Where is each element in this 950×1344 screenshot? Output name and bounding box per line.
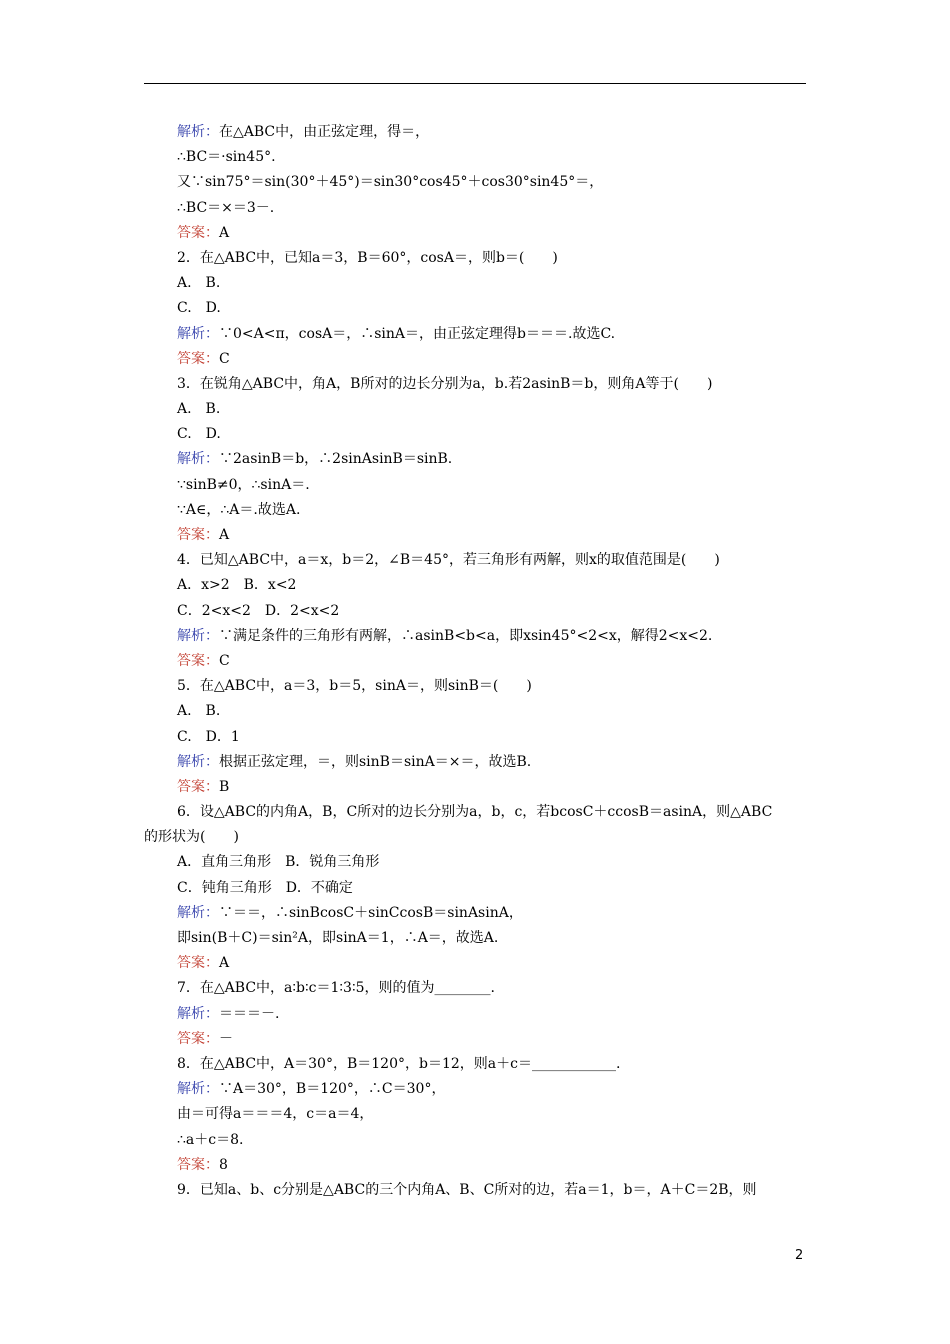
line-text: C. D. (177, 426, 221, 443)
line-text: A. B. (177, 401, 221, 418)
line-text: C (219, 652, 230, 669)
line-text: ∵＝＝，∴sinBcosC＋sinCcosB＝sinAsinA， (219, 904, 523, 921)
line-text: A．x>2 B．x<2 (177, 577, 297, 594)
analysis-line (144, 1002, 806, 1027)
line-text: － (219, 1030, 233, 1047)
question-line (144, 246, 806, 271)
answer-label: 答案： (177, 778, 219, 795)
question-line (144, 1178, 806, 1203)
line-text: ∵2asinB＝b，∴2sinAsinB＝sinB. (219, 451, 453, 468)
line-text: ∵满足条件的三角形有两解，∴asinB<b<a，即xsin45°<2<x，解得2<x<2. (219, 627, 713, 644)
body-line (144, 422, 806, 447)
body-line (144, 1128, 806, 1153)
analysis-label: 解析： (177, 904, 219, 921)
line-text: 又∵sin75°＝sin(30°＋45°)＝sin30°cos45°＋cos30°sin45°＝， (177, 174, 604, 191)
line-text: 的形状为( ) (144, 829, 239, 846)
analysis-label: 解析： (177, 325, 219, 342)
line-text: A. B. (177, 275, 221, 292)
line-text: ∵A＝30°，B＝120°，∴C＝30°， (219, 1081, 446, 1098)
line-text: A．直角三角形 B．锐角三角形 (177, 854, 380, 871)
line-text: A. B. (177, 703, 221, 720)
line-text: 8 (219, 1156, 228, 1173)
answer-label: 答案： (177, 350, 219, 367)
body-line (144, 196, 806, 221)
line-text: C．2<x<2 D．2<x<2 (177, 602, 340, 619)
answer-line (144, 951, 806, 976)
line-text: 2．在△ABC中，已知a＝3，B＝60°，cosA＝，则b＝( ) (177, 249, 558, 266)
question-line (144, 548, 806, 573)
body-line (144, 573, 806, 598)
line-text: C. D．1 (177, 728, 240, 745)
line-text: 7．在△ABC中，a∶b∶c＝1∶3∶5，则的值为________. (177, 980, 495, 997)
line-text: 即sin(B＋C)＝sin²A，即sinA＝1，∴A＝，故选A. (177, 930, 499, 946)
question-line (144, 976, 806, 1001)
line-text: 由＝可得a＝＝＝4，c＝a＝4， (177, 1106, 374, 1123)
answer-label: 答案： (177, 527, 219, 543)
line-text: A (219, 527, 230, 543)
line-text: C (219, 350, 230, 367)
line-text: 5．在△ABC中，a＝3，b＝5，sinA＝，则sinB＝( ) (177, 678, 532, 695)
body-line (144, 599, 806, 624)
body-line (144, 296, 806, 321)
line-text: ∵sinB≠0，∴sinA＝. (177, 476, 310, 493)
analysis-label: 解析： (177, 124, 219, 140)
answer-label: 答案： (177, 955, 219, 972)
analysis-line (144, 750, 806, 775)
line-text: C．钝角三角形 D．不确定 (177, 879, 353, 896)
answer-line (144, 221, 806, 246)
body-line (144, 145, 806, 170)
document-body (144, 120, 806, 1203)
line-text: 在△ABC中，由正弦定理，得＝， (219, 124, 430, 140)
header-rule (144, 83, 806, 84)
line-text: ＝＝＝－. (219, 1005, 280, 1022)
analysis-label: 解析： (177, 627, 219, 644)
answer-line (144, 775, 806, 800)
line-text: 根据正弦定理，＝，则sinB＝sinA＝×＝，故选B. (219, 753, 532, 770)
line-text: A (219, 955, 230, 972)
answer-line (144, 1153, 806, 1178)
question-line (144, 1052, 806, 1077)
line-text: 9．已知a、b、c分别是△ABC的三个内角A、B、C所对的边，若a＝1，b＝，A＋C＝2B，则 (177, 1181, 757, 1198)
question-line (144, 372, 806, 397)
answer-label: 答案： (177, 224, 219, 241)
analysis-line (144, 1077, 806, 1102)
line-text: 3．在锐角△ABC中，角A，B所对的边长分别为a，b.若2asinB＝b，则角A等于( ) (177, 375, 713, 392)
page-number: 2 (795, 1248, 804, 1263)
line-text: ∴a＋c＝8. (177, 1131, 244, 1148)
analysis-line (144, 120, 806, 145)
body-line (144, 699, 806, 724)
body-line (144, 926, 806, 951)
body-line (144, 876, 806, 901)
question-line (144, 674, 806, 699)
body-line (144, 271, 806, 296)
answer-line (144, 649, 806, 674)
line-text: 6．设△ABC的内角A，B，C所对的边长分别为a，b，c，若bcosC＋ccosB＝asinA，则△ABC (177, 804, 773, 821)
continuation-line (144, 825, 806, 850)
answer-line (144, 347, 806, 372)
analysis-line (144, 447, 806, 472)
body-line (144, 498, 806, 523)
analysis-label: 解析： (177, 1005, 219, 1022)
body-line (144, 1102, 806, 1127)
line-text: ∴BC＝×＝3－. (177, 199, 275, 216)
line-text: 4．已知△ABC中，a＝x，b＝2，∠B＝45°，若三角形有两解，则x的取值范围是( ) (177, 552, 720, 569)
body-line (144, 397, 806, 422)
body-line (144, 170, 806, 195)
analysis-label: 解析： (177, 1081, 219, 1098)
analysis-line (144, 624, 806, 649)
line-text: ∵A∈，∴A＝.故选A. (177, 501, 301, 518)
analysis-line (144, 901, 806, 926)
analysis-line (144, 322, 806, 347)
analysis-label: 解析： (177, 753, 219, 770)
body-line (144, 850, 806, 875)
answer-line (144, 523, 806, 548)
question-line (144, 800, 806, 825)
line-text: A (219, 224, 230, 241)
answer-label: 答案： (177, 1030, 219, 1047)
body-line (144, 725, 806, 750)
answer-line (144, 1027, 806, 1052)
line-text: B (219, 778, 230, 795)
line-text: 8．在△ABC中，A＝30°，B＝120°，b＝12，则a＋c＝____________. (177, 1055, 621, 1072)
line-text: ∴BC＝·sin45°. (177, 149, 276, 166)
body-line (144, 473, 806, 498)
line-text: ∵0<A<π，cosA＝，∴sinA＝，由正弦定理得b＝＝＝.故选C. (219, 325, 616, 342)
line-text: C. D. (177, 300, 221, 317)
answer-label: 答案： (177, 1156, 219, 1173)
answer-label: 答案： (177, 652, 219, 669)
analysis-label: 解析： (177, 451, 219, 468)
